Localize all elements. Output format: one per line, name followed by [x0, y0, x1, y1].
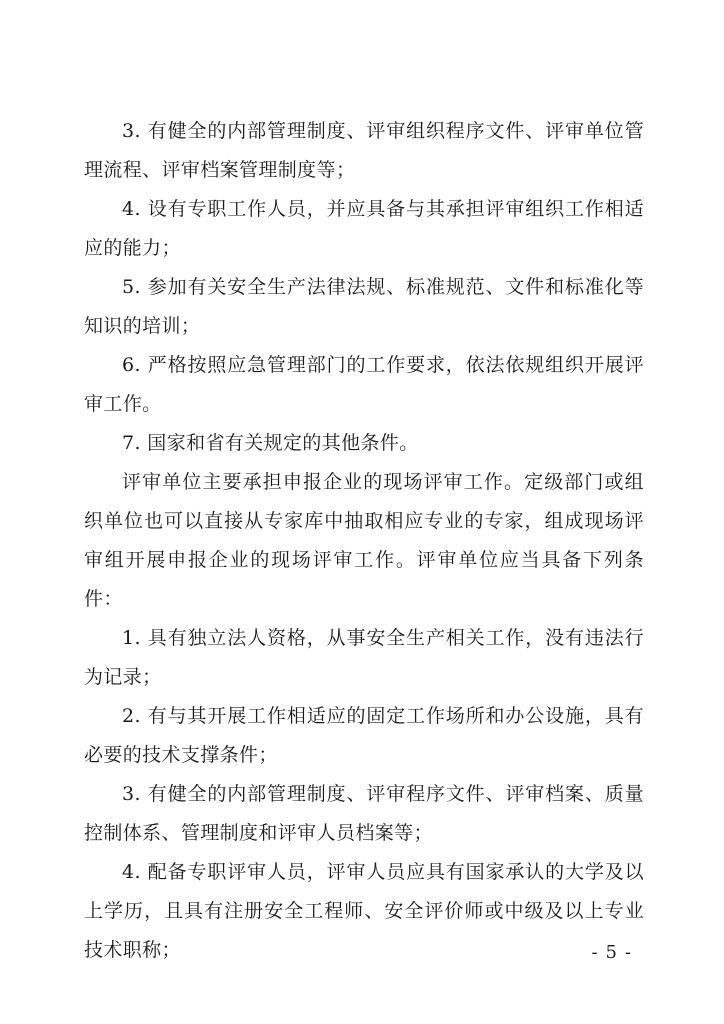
paragraph-condition-3-management: 3. 有健全的内部管理制度、评审程序文件、评审档案、质量控制体系、管理制度和评审人员档案等； — [84, 783, 644, 844]
paragraph-condition-4-reviewers: 4. 配备专职评审人员，评审人员应具有国家承认的大学及以上学历，且具有注册安全工程师、安全评价师或中级及以上专业技术职称； — [84, 861, 644, 961]
page-number: - 5 - — [591, 942, 632, 963]
paragraph-item-4-staff: 4. 设有专职工作人员，并应具备与其承担评审组织工作相适应的能力； — [84, 198, 644, 259]
paragraph-condition-1-legal-person: 1. 具有独立法人资格，从事安全生产相关工作，没有违法行为记录； — [84, 627, 644, 688]
paragraph-condition-2-workplace: 2. 有与其开展工作相适应的固定工作场所和办公设施，具有必要的技术支撑条件； — [84, 705, 644, 766]
paragraph-item-3-internal-rules: 3. 有健全的内部管理制度、评审组织程序文件、评审单位管理流程、评审档案管理制度等； — [84, 120, 644, 181]
paragraph-review-unit-intro: 评审单位主要承担申报企业的现场评审工作。定级部门或组织单位也可以直接从专家库中抽取相应专业的专家，组成现场评审组开展申报企业的现场评审工作。评审单位应当具备下列条件： — [84, 471, 644, 610]
paragraph-item-7-other: 7. 国家和省有关规定的其他条件。 — [122, 432, 419, 454]
paragraph-item-6-requirements: 6. 严格按照应急管理部门的工作要求，依法依规组织开展评审工作。 — [84, 354, 644, 415]
paragraph-item-5-training: 5. 参加有关安全生产法律法规、标准规范、文件和标准化等知识的培训； — [84, 276, 644, 337]
document-body — [84, 112, 644, 970]
